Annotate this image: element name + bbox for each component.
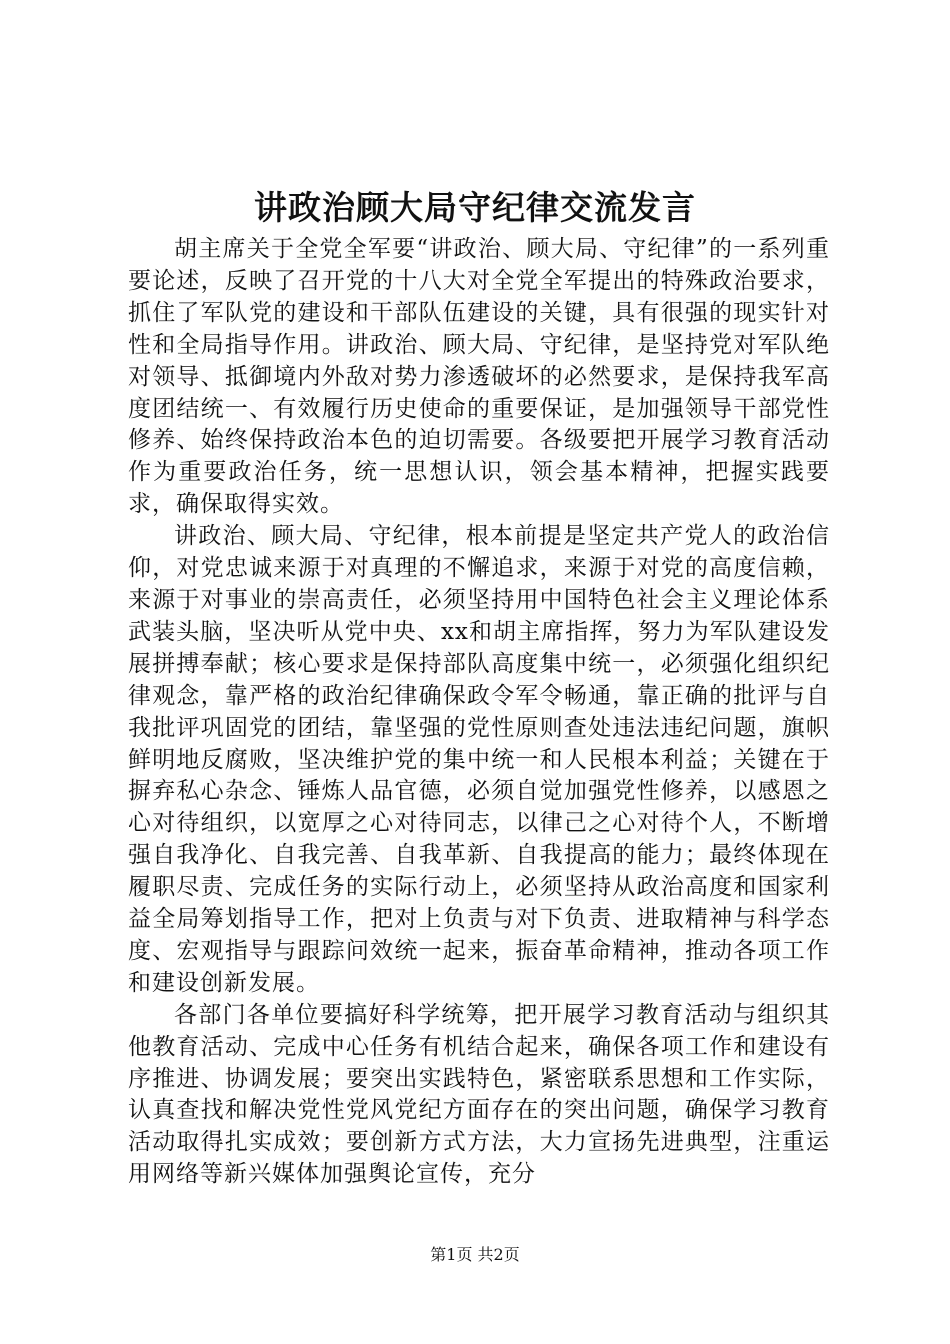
paragraph-1: 胡主席关于全党全军要“讲政治、顾大局、守纪律”的一系列重要论述，反映了召开党的十八大对全党全军提出的特殊政治要求，抓住了军队党的建设和干部队伍建设的关键，具有很强的现实针对性和全局指导作用。讲政治、顾大局、守纪律，是坚持党对军队绝对领导、抵御境内外敌对势力渗透破坏的必然要求，是保持我军高度团结统一、有效履行历史使命的重要保证，是加强领导干部党性修养、始终保持政治本色的迫切需要。各级要把开展学习教育活动作为重要政治任务，统一思想认识，领会基本精神，把握实践要求，确保取得实效。: [128, 236, 830, 518]
paragraph-3: 各部门各单位要搞好科学统筹，把开展学习教育活动与组织其他教育活动、完成中心任务有机结合起来，确保各项工作和建设有序推进、协调发展；要突出实践特色，紧密联系思想和工作实际，认真查找和解决党性党风党纪方面存在的突出问题，确保学习教育活动取得扎实成效；要创新方式方法，大力宣扬先进典型，注重运用网络等新兴媒体加强舆论宣传，充分: [128, 1001, 830, 1188]
paragraph-2: 讲政治、顾大局、守纪律，根本前提是坚定共产党人的政治信仰，对党忠诚来源于对真理的不懈追求，来源于对党的高度信赖，来源于对事业的崇高责任，必须坚持用中国特色社会主义理论体系武装头脑，坚决听从党中央、xx和胡主席指挥，努力为军队建设发展拼搏奉献；核心要求是保持部队高度集中统一，必须强化组织纪律观念，靠严格的政治纪律确保政令军令畅通，靠正确的批评与自我批评巩固党的团结，靠坚强的党性原则查处违法违纪问题，旗帜鲜明地反腐败，坚决维护党的集中统一和人民根本利益；关键在于摒弃私心杂念、锤炼人品官德，必须自觉加强党性修养，以感恩之心对待组织，以宽厚之心对待同志，以律己之心对待个人，不断增强自我净化、自我完善、自我革新、自我提高的能力；最终体现在履职尽责、完成任务的实际行动上，必须坚持从政治高度和国家利益全局筹划指导工作，把对上负责与对下负责、进取精神与科学态度、宏观指导与跟踪问效统一起来，振奋革命精神，推动各项工作和建设创新发展。: [128, 523, 830, 996]
document-title: 讲政治顾大局守纪律交流发言: [254, 188, 696, 227]
page-footer: 第1页 共2页: [430, 1245, 520, 1264]
document-body: [128, 234, 830, 1191]
